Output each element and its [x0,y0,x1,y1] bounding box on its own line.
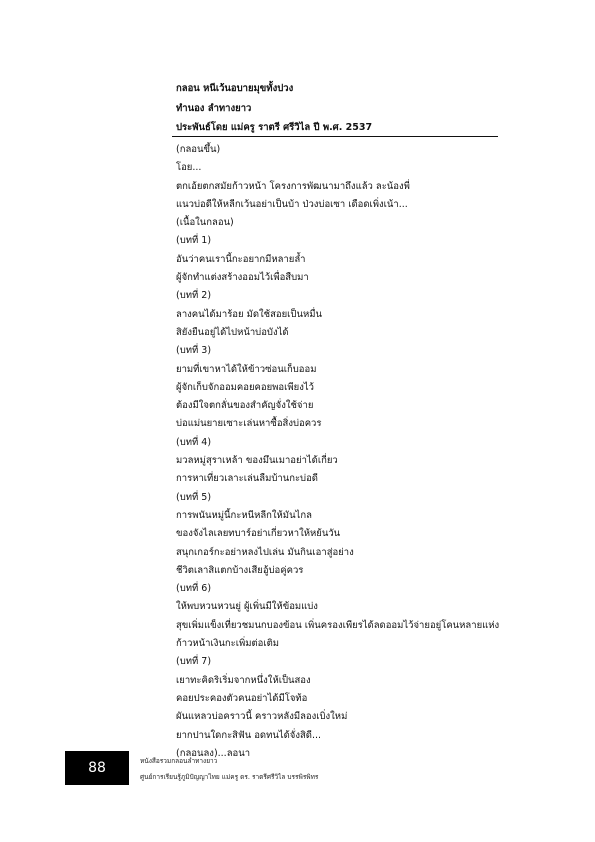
poem-line: เยาทะคิดริเริ่มจากหนึ่งให้เป็นสอง [176,674,311,686]
footer-book-title: หนังสือรวมกลอนลำทางยาว [140,757,218,765]
poem-line: ตกเอ้ยตกสมัยก้าวหน้า โครงการพัฒนามาถึงแล้ว ละน้องพี่ [176,180,410,192]
poem-title: กลอน หนีเว้นอบายมุขทั้งปวง [176,83,294,94]
poem-line: ชีวิตเลาสิแตกบ้างเสียอู้บ่อคู่ควร [176,564,304,576]
poem-line: สิยังยืนอยู่ได้ไปหน้าบ่อบังได้ [176,326,289,338]
poem-line: (เนื้อในกลอน) [176,217,234,229]
poem-line: ให้พบหวนหวนยู่ ผู้เพิ่นมีให้ข้อมแบ่ง [176,601,318,613]
poem-line: สนุกเกอร์กะอย่าหลงไปเล่น มันกินเอาสู่อย่าง [176,546,354,558]
poem-line: คอยประคองตัวคนอย่าได้มีโจท้อ [176,692,308,704]
poem-body [176,141,506,763]
poem-line: (กลอนขึ้น) [176,144,221,155]
poem-line: (บทที่ 1) [176,235,212,247]
poem-line: โอย... [176,162,202,174]
poem-line: ผู้จักเก็บจักออมคอยคอยพอเพียงไว้ [176,381,314,393]
poem-line: ลางคนได้มาร้อย มัดใช้สอยเป็นหมื่น [176,308,322,320]
poem-line: แนวบ่อดีให้หลีกเว้นอย่าเป็นบ้า ป่วงบ่อเซา เดือดเพิ่งเน้า... [176,198,408,210]
poem-line: การพนันหมู่นี้กะหนีหลีกให้มันไกล [176,509,312,521]
page-number: 88 [88,760,106,776]
poem-line: (บทที่ 7) [176,656,212,668]
poem-line: อันว่าคนเรานี้กะอยากมีหลายล้ำ [176,253,306,265]
poem-line: ผันแหลวบ่อคราวนี้ คราวหลังมีลองเบิ่งใหม่ [176,711,348,723]
poem-line: บ่อแม่นยายเซาะเล่นหาซื้อสิ่งบ่อควร [176,418,322,430]
poem-line: ยามที่เขาหาได้ให้ข้าวซ่อนเก็บออม [176,363,317,375]
poem-line: สุขเพิ่มแข็งเที่ยวชมนกบองข้อน เพิ่นครองเพียรได้ลดออมไว้จ่ายอยู่โคนหลายแห่ง [176,619,500,631]
poem-line: (บทที่ 2) [176,290,212,302]
poem-line: ต้องมีใจตกลั่นของสำคัญจั่งใช้จ่าย [176,400,314,412]
poem-line: ยากปานใดกะสิฟัน อดทนได้จั่งสิดี... [176,729,322,741]
poem-author: ประพันธ์โดย แม่ครู ราตรี ศรีวิไล ปี พ.ศ. 2537 [176,122,373,133]
poem-line: การหาเที่ยวเลาะเล่นลืมบ้านกะบ่อดี [176,473,318,485]
poem-line: (บทที่ 4) [176,436,212,448]
footer-publisher: ศูนย์การเรียนรู้ภูมิปัญญาไทย แม่ครู ดร. ราตรีศรีวิไล บรรพิรพิทร [140,773,319,781]
poem-line: ก้าวหน้าเงินกะเพิ่มต่อเติม [176,638,280,650]
poem-line: (บทที่ 3) [176,345,212,357]
poem-line: (กลอนลง)...ลอนา [176,747,251,759]
poem-line: ของจังไลเลยทบาร์อย่าเกี่ยวหาให้หย้นวัน [176,528,341,540]
poem-line: (บทที่ 5) [176,491,212,503]
poem-melody: ทำนอง ลำทางยาว [176,103,252,114]
page-number-box [65,751,129,785]
poem-line: มวลหมู่สุราเหล้า ของมึนเมาอย่าได้เกี่ยว [176,455,338,467]
header-rule [172,136,498,137]
poem-line: (บทที่ 6) [176,583,212,595]
poem-line: ผู้จักทำแต่งสร้างออมไว้เพื่อสืบมา [176,272,309,284]
